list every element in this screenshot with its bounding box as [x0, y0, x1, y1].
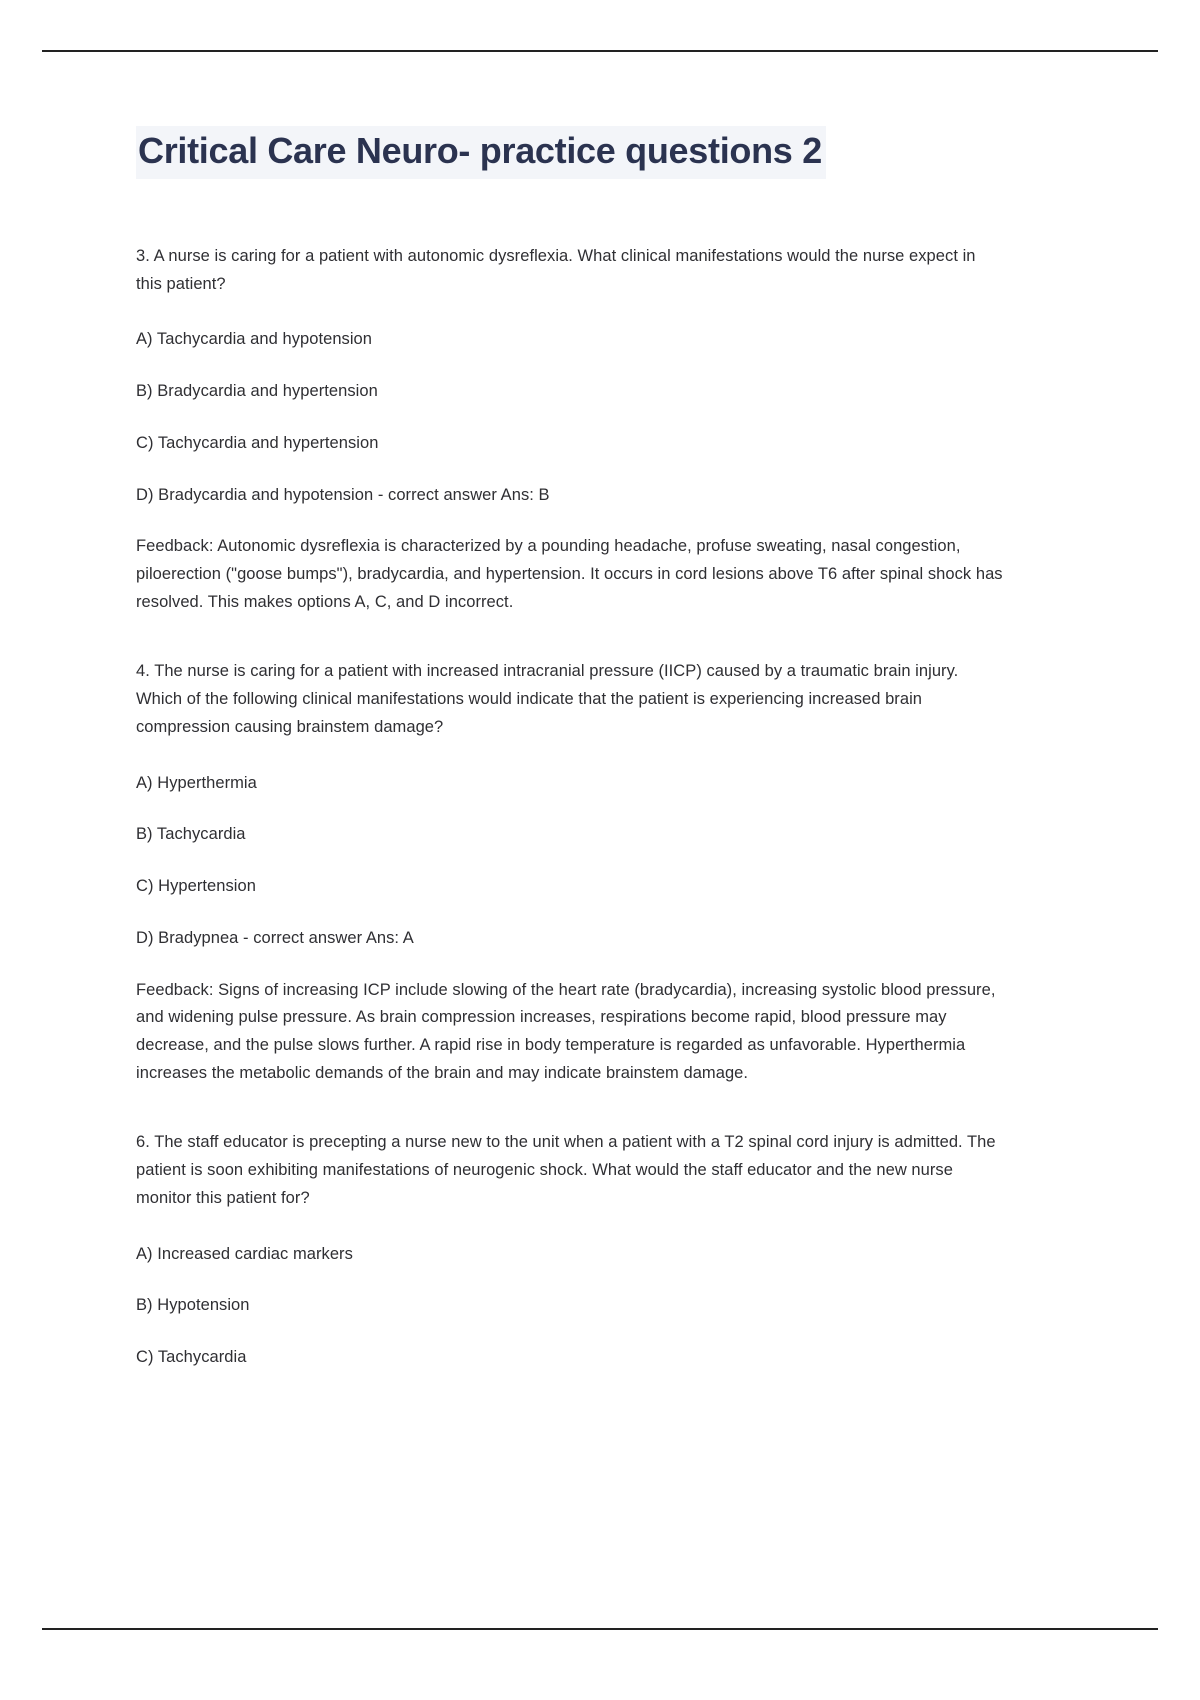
- answer-option-c[interactable]: C) Tachycardia: [136, 1347, 247, 1366]
- answer-option-b[interactable]: B) Tachycardia: [136, 825, 246, 844]
- question-stem: 3. A nurse is caring for a patient with autonomic dysreflexia. What clinical manifestations would the nurse expect in this patient?: [136, 247, 976, 293]
- question-block: [136, 1129, 1004, 1371]
- answer-option-b[interactable]: B) Hypotension: [136, 1296, 250, 1315]
- question-block: [136, 243, 1004, 616]
- answer-option-a[interactable]: A) Tachycardia and hypotension: [136, 330, 373, 349]
- answer-option-c[interactable]: C) Hypertension: [136, 877, 256, 896]
- question-stem: 6. The staff educator is precepting a nurse new to the unit when a patient with a T2 spinal cord injury is admitted. The patient is soon exhibiting manifestations of neurogenic shock. What would the staff educator and the new nurse monitor this patient for?: [136, 1133, 996, 1207]
- question-block: [136, 658, 1004, 1087]
- answer-option-a[interactable]: A) Hyperthermia: [136, 773, 257, 792]
- answer-option-a[interactable]: A) Increased cardiac markers: [136, 1244, 353, 1263]
- answer-option-c[interactable]: C) Tachycardia and hypertension: [136, 433, 379, 452]
- question-stem: 4. The nurse is caring for a patient with increased intracranial pressure (IICP) caused by a traumatic brain injury. Which of the following clinical manifestations would indicate that the patient is experiencing increased brain compression causing brainstem damage?: [136, 662, 959, 736]
- page-title: Critical Care Neuro- practice questions 2: [136, 126, 826, 179]
- question-feedback: Feedback: Autonomic dysreflexia is characterized by a pounding headache, profuse sweating, nasal congestion, piloerection ("goose bumps"), bradycardia, and hypertension. It occurs in cord lesions above T6 after spinal shock has resolved. This makes options A, C, and D incorrect.: [136, 537, 1003, 611]
- page-bottom-rule: [42, 1628, 1158, 1630]
- page-top-rule: [42, 50, 1158, 52]
- answer-option-d[interactable]: D) Bradypnea - correct answer Ans: A: [136, 928, 414, 947]
- answer-option-b[interactable]: B) Bradycardia and hypertension: [136, 382, 378, 401]
- answer-option-d[interactable]: D) Bradycardia and hypotension - correct answer Ans: B: [136, 485, 550, 504]
- question-feedback: Feedback: Signs of increasing ICP include slowing of the heart rate (bradycardia), increasing systolic blood pressure, and widening pulse pressure. As brain compression increases, respirations become rapid, blood pressure may decrease, and the pulse slows further. A rapid rise in body temperature is regarded as unfavorable. Hyperthermia increases the metabolic demands of the brain and may indicate brainstem damage.: [136, 980, 996, 1082]
- document-content: [136, 126, 1004, 1398]
